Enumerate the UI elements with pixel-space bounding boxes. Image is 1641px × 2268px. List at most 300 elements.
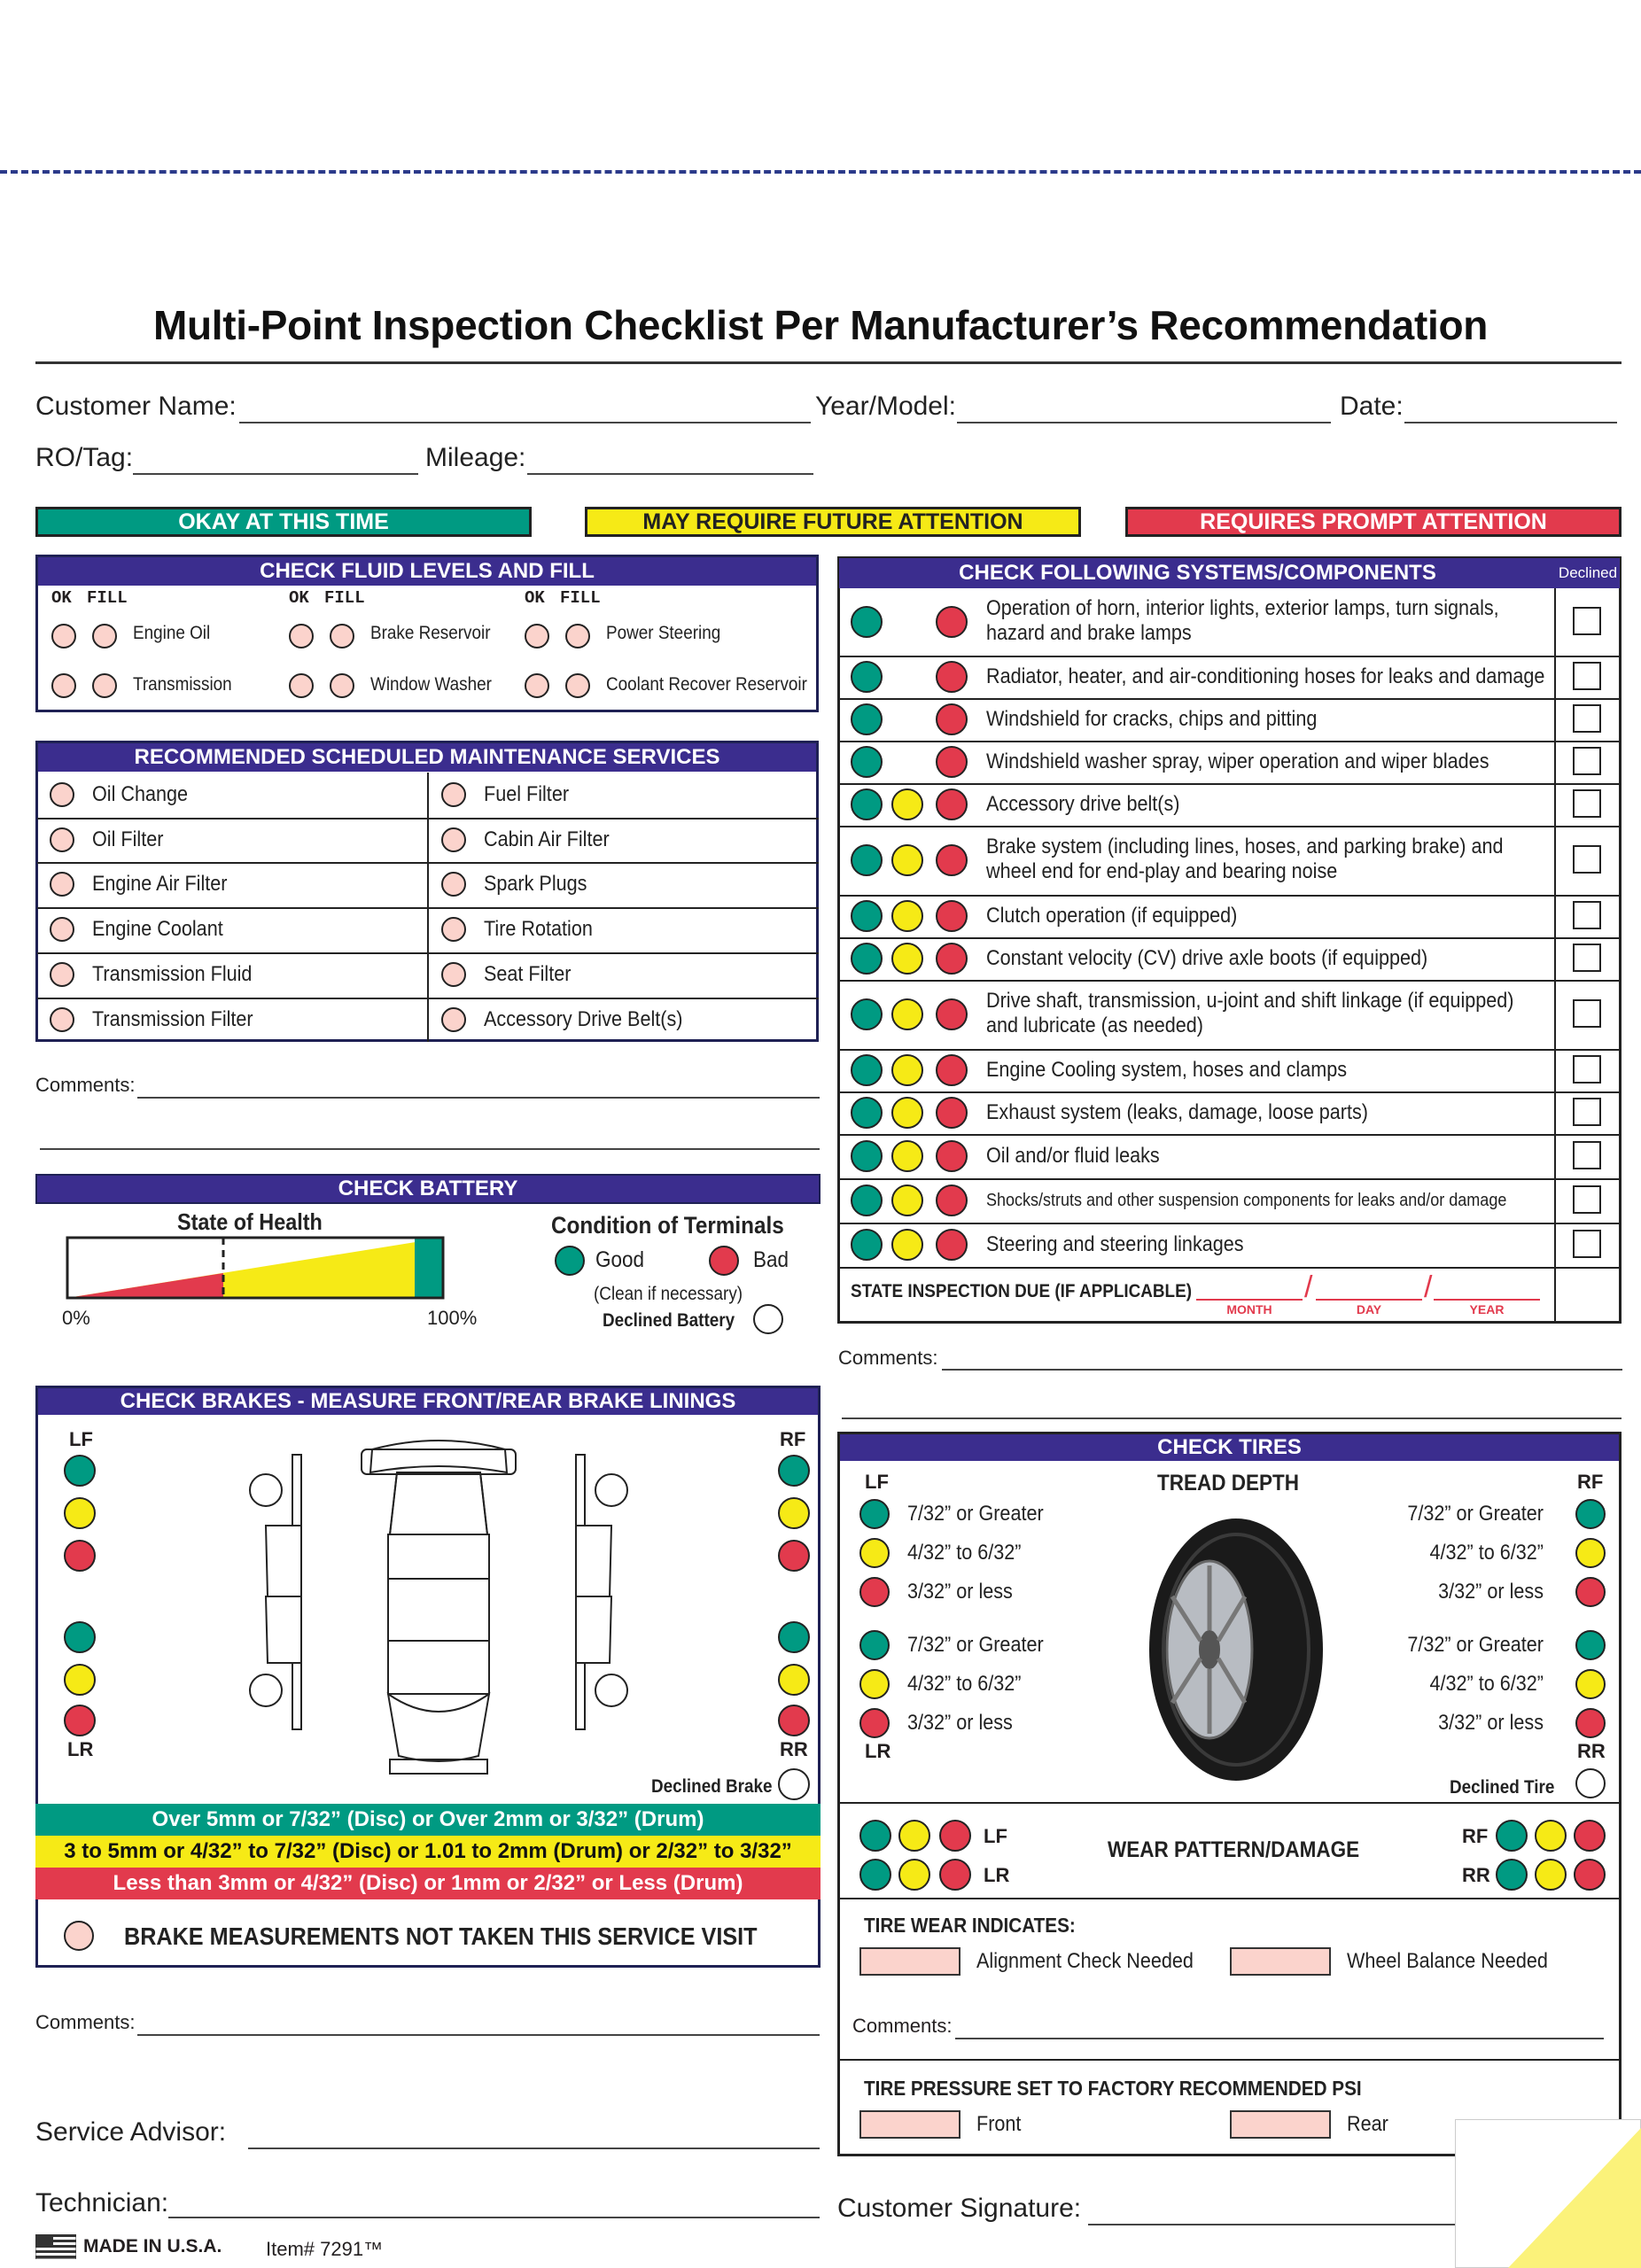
system-item-line1: Constant velocity (CV) drive axle boots (if equipped) — [986, 946, 1428, 970]
fluid-fill-check[interactable] — [330, 673, 354, 698]
brake-rf-label: RF — [780, 1428, 806, 1450]
system-ok-dot[interactable] — [851, 746, 883, 778]
state-year-field[interactable] — [1434, 1299, 1540, 1301]
ok-label: OK — [525, 588, 545, 608]
system-item-label — [986, 750, 1489, 774]
maint-item-label: Oil Change — [92, 782, 189, 806]
tires-divider-1 — [839, 1802, 1620, 1804]
state-month-label: MONTH — [1226, 1302, 1272, 1317]
comments-tires-label: Comments: — [852, 2015, 953, 2037]
system-row-line — [839, 1178, 1620, 1180]
fluid-item-label: Window Washer — [370, 674, 492, 695]
system-prompt-dot[interactable] — [936, 661, 968, 693]
tread-left-label: 3/32” or less — [907, 1711, 1013, 1735]
system-prompt-dot[interactable] — [936, 703, 968, 735]
comments-systems-label: Comments: — [838, 1347, 938, 1369]
tread-left-dot[interactable] — [859, 1669, 890, 1699]
system-item-line1: Shocks/struts and other suspension components for leaks and/or damage — [986, 1191, 1507, 1210]
not-taken-check[interactable] — [64, 1921, 94, 1951]
system-prompt-dot[interactable] — [936, 844, 968, 876]
fluid-ok-check[interactable] — [525, 624, 549, 649]
system-item-label — [986, 792, 1179, 817]
battery-gauge — [64, 1234, 450, 1305]
customer-signature-label: Customer Signature: — [837, 2194, 1082, 2223]
terminals-bad-dot[interactable] — [709, 1246, 739, 1276]
maint-row-line — [37, 952, 819, 954]
tread-right-label: 4/32” to 6/32” — [1429, 1672, 1544, 1696]
state-day-field[interactable] — [1316, 1299, 1422, 1301]
comments-systems-field-2[interactable] — [842, 1418, 1622, 1419]
band-red: Less than 3mm or 4/32” (Disc) or 1mm or 2/32” or Less (Drum) — [35, 1868, 820, 1899]
us-flag-icon — [35, 2234, 76, 2259]
systems-header: CHECK FOLLOWING SYSTEMS/COMPONENTS — [839, 558, 1556, 588]
system-item-label — [986, 707, 1317, 732]
tread-left-dot[interactable] — [859, 1630, 890, 1660]
brake-left-dot[interactable] — [64, 1705, 96, 1736]
maint-check[interactable] — [50, 1007, 74, 1032]
maint-item-label: Transmission Fluid — [92, 961, 253, 986]
system-row-line — [839, 895, 1620, 897]
system-row-line — [839, 1267, 1620, 1269]
maint-item-label: Tire Rotation — [484, 917, 593, 942]
year-model-label: Year/Model: — [815, 392, 956, 421]
system-item-label — [986, 835, 1504, 884]
tires-header: CHECK TIRES — [840, 1434, 1619, 1461]
tread-left-label: 4/32” to 6/32” — [907, 1672, 1022, 1696]
system-future-dot[interactable] — [891, 1140, 923, 1172]
rear-label: Rear — [1347, 2112, 1388, 2136]
system-item-line1: Radiator, heater, and air-conditioning hoses for leaks and damage — [986, 664, 1545, 688]
system-item-line1: Windshield washer spray, wiper operation and wiper blades — [986, 750, 1489, 773]
brake-right-dot[interactable] — [778, 1455, 810, 1487]
brake-right-dot[interactable] — [778, 1497, 810, 1529]
system-ok-dot[interactable] — [851, 1184, 883, 1216]
tire-lr-label: LR — [865, 1740, 891, 1762]
tire-pressure-label: TIRE PRESSURE SET TO FACTORY RECOMMENDED PSI — [864, 2077, 1362, 2100]
brake-right-dot[interactable] — [778, 1621, 810, 1653]
declined-brake-label: Declined Brake — [651, 1776, 773, 1797]
maint-item-label: Fuel Filter — [484, 782, 570, 806]
ro-tag-label: RO/Tag: — [35, 443, 134, 472]
technician-label: Technician: — [35, 2188, 169, 2218]
system-prompt-dot[interactable] — [936, 606, 968, 638]
system-prompt-dot[interactable] — [936, 1229, 968, 1261]
tread-right-label: 7/32” or Greater — [1407, 1633, 1544, 1657]
tread-left-label: 3/32” or less — [907, 1580, 1013, 1604]
not-taken-label: BRAKE MEASUREMENTS NOT TAKEN THIS SERVICE VISIT — [124, 1922, 758, 1950]
gauge-min: 0% — [62, 1307, 90, 1329]
system-row-line — [839, 1223, 1620, 1224]
fluid-fill-check[interactable] — [565, 624, 590, 649]
system-prompt-dot[interactable] — [936, 1054, 968, 1086]
system-row-line — [839, 783, 1620, 785]
alignment-label: Alignment Check Needed — [976, 1949, 1194, 1973]
brake-left-dot[interactable] — [64, 1455, 96, 1487]
system-item-label — [986, 904, 1237, 928]
declined-tire-check[interactable] — [1575, 1768, 1606, 1798]
system-future-dot[interactable] — [891, 1097, 923, 1129]
fluids-header: CHECK FLUID LEVELS AND FILL — [38, 557, 816, 586]
brake-left-dot[interactable] — [64, 1497, 96, 1529]
ro-tag-field[interactable] — [133, 473, 418, 475]
wear-lr-label: LR — [984, 1864, 1010, 1886]
system-future-dot[interactable] — [891, 943, 923, 975]
system-item-label — [986, 1188, 1506, 1213]
terminals-label: Condition of Terminals — [551, 1212, 784, 1239]
declined-checkbox[interactable] — [1573, 1055, 1601, 1084]
system-ok-dot[interactable] — [851, 1097, 883, 1129]
date-label: Date: — [1340, 392, 1404, 421]
tread-left-dot[interactable] — [859, 1577, 890, 1607]
system-prompt-dot[interactable] — [936, 1140, 968, 1172]
system-item-label — [986, 1058, 1347, 1083]
maint-item-label: Accessory Drive Belt(s) — [484, 1006, 683, 1031]
declined-checkbox[interactable] — [1573, 704, 1601, 733]
maint-item-label: Engine Coolant — [92, 917, 223, 942]
declined-checkbox[interactable] — [1573, 1185, 1601, 1214]
date-field[interactable] — [1404, 422, 1617, 423]
fluid-fill-check[interactable] — [92, 673, 117, 698]
item-number: Item# 7291™ — [266, 2238, 384, 2260]
maint-check[interactable] — [50, 782, 74, 807]
fluid-ok-check[interactable] — [51, 673, 76, 698]
declined-checkbox[interactable] — [1573, 901, 1601, 929]
tire-rf-label: RF — [1577, 1471, 1604, 1493]
system-row-line — [839, 826, 1620, 827]
system-item-line1: Clutch operation (if equipped) — [986, 904, 1238, 928]
maint-row-line — [37, 862, 819, 864]
tire-wear-indicates-label: TIRE WEAR INDICATES: — [864, 1914, 1076, 1937]
system-item-label — [986, 989, 1513, 1038]
wear-left-prompt-dot[interactable] — [939, 1859, 971, 1891]
system-row-line — [839, 980, 1620, 982]
system-row-line — [839, 1134, 1620, 1136]
brake-left-dot[interactable] — [64, 1540, 96, 1572]
legend-prompt: REQUIRES PROMPT ATTENTION — [1125, 507, 1622, 537]
maint-row-line — [37, 998, 819, 999]
declined-checkbox[interactable] — [1573, 747, 1601, 775]
system-item-label — [986, 596, 1499, 646]
tread-right-dot[interactable] — [1575, 1630, 1606, 1660]
maint-item-label: Oil Filter — [92, 827, 164, 851]
tread-left-label: 7/32” or Greater — [907, 1502, 1044, 1526]
fluid-ok-check[interactable] — [51, 624, 76, 649]
balance-check-box[interactable] — [1230, 1947, 1331, 1976]
alignment-check-box[interactable] — [859, 1947, 960, 1976]
system-ok-dot[interactable] — [851, 703, 883, 735]
maint-item-label: Transmission Filter — [92, 1006, 253, 1031]
fluid-fill-check[interactable] — [565, 673, 590, 698]
system-item-line1: Drive shaft, transmission, u-joint and shift linkage (if equipped) — [986, 989, 1514, 1013]
tire-lf-label: LF — [865, 1471, 889, 1493]
system-ok-dot[interactable] — [851, 606, 883, 638]
fill-label: FILL — [87, 588, 128, 608]
service-advisor-label: Service Advisor: — [35, 2117, 227, 2147]
terminals-good-dot[interactable] — [555, 1246, 585, 1276]
system-item-line1: Steering and steering linkages — [986, 1232, 1244, 1256]
brake-right-dot[interactable] — [778, 1664, 810, 1696]
system-ok-dot[interactable] — [851, 900, 883, 932]
comments-label: Comments: — [35, 1074, 136, 1096]
legend-future: MAY REQUIRE FUTURE ATTENTION — [585, 507, 1081, 537]
maint-check[interactable] — [441, 1007, 466, 1032]
legend-okay: OKAY AT THIS TIME — [35, 507, 532, 537]
system-ok-dot[interactable] — [851, 1054, 883, 1086]
maint-check[interactable] — [441, 782, 466, 807]
system-ok-dot[interactable] — [851, 844, 883, 876]
declined-checkbox[interactable] — [1573, 607, 1601, 635]
brakes-header: CHECK BRAKES - MEASURE FRONT/REAR BRAKE LININGS — [38, 1388, 818, 1415]
fluid-item-label: Engine Oil — [133, 623, 211, 643]
brake-right-dot[interactable] — [778, 1540, 810, 1572]
system-ok-dot[interactable] — [851, 998, 883, 1030]
system-row-line — [839, 937, 1620, 939]
maint-item-label: Cabin Air Filter — [484, 827, 610, 851]
maint-row-line — [37, 818, 819, 819]
tread-left-dot[interactable] — [859, 1708, 890, 1738]
wear-left-ok-dot[interactable] — [859, 1820, 891, 1852]
system-row-line — [839, 656, 1620, 657]
brake-left-dot[interactable] — [64, 1664, 96, 1696]
page-curl — [1455, 2119, 1641, 2268]
system-item-line1: Engine Cooling system, hoses and clamps — [986, 1058, 1348, 1082]
state-inspection-label: STATE INSPECTION DUE (IF APPLICABLE) — [851, 1281, 1193, 1301]
maint-row-line — [37, 907, 819, 909]
tire-hub — [1199, 1630, 1220, 1669]
state-day-label: DAY — [1356, 1302, 1382, 1317]
system-prompt-dot[interactable] — [936, 943, 968, 975]
system-prompt-dot[interactable] — [936, 746, 968, 778]
tread-right-label: 3/32” or less — [1438, 1711, 1544, 1735]
front-label: Front — [976, 2112, 1022, 2136]
fluid-ok-check[interactable] — [289, 624, 314, 649]
tire-rr-label: RR — [1577, 1740, 1606, 1762]
tread-left-dot[interactable] — [859, 1499, 890, 1529]
customer-name-label: Customer Name: — [35, 392, 237, 421]
gauge-max: 100% — [427, 1307, 478, 1329]
wear-right-ok-dot[interactable] — [1496, 1820, 1528, 1852]
declined-column-header: Declined — [1556, 558, 1620, 588]
maint-check[interactable] — [441, 827, 466, 852]
front-pressure-box[interactable] — [859, 2110, 960, 2139]
car-diagram — [239, 1437, 638, 1783]
brake-lr-label: LR — [67, 1738, 94, 1760]
tread-right-label: 4/32” to 6/32” — [1429, 1541, 1544, 1565]
title-rule — [35, 361, 1622, 364]
ok-label: OK — [51, 588, 72, 608]
wear-lf-label: LF — [984, 1825, 1007, 1847]
system-row-line — [839, 698, 1620, 700]
system-future-dot[interactable] — [891, 844, 923, 876]
system-ok-dot[interactable] — [851, 661, 883, 693]
tread-right-label: 3/32” or less — [1438, 1580, 1544, 1604]
battery-header: CHECK BATTERY — [35, 1174, 820, 1204]
brake-left-dot[interactable] — [64, 1621, 96, 1653]
system-item-line1: Operation of horn, interior lights, exterior lamps, turn signals, — [986, 596, 1499, 620]
maint-check[interactable] — [50, 827, 74, 852]
tires-divider-2 — [839, 1898, 1620, 1899]
brake-lf-label: LF — [69, 1428, 93, 1450]
made-in-usa: MADE IN U.S.A. — [83, 2236, 222, 2256]
terminals-clean-note: (Clean if necessary) — [594, 1284, 743, 1304]
brake-right-dot[interactable] — [778, 1705, 810, 1736]
rear-pressure-box[interactable] — [1230, 2110, 1331, 2139]
date-slash: / — [1424, 1270, 1433, 1304]
maint-item-label: Spark Plugs — [484, 872, 587, 897]
system-future-dot[interactable] — [891, 1229, 923, 1261]
year-model-field[interactable] — [957, 422, 1331, 423]
band-yellow: 3 to 5mm or 4/32” to 7/32” (Disc) or 1.01 to 2mm (Drum) or 2/32” to 3/32” — [35, 1836, 820, 1868]
declined-checkbox[interactable] — [1573, 662, 1601, 690]
band-green: Over 5mm or 7/32” (Disc) or Over 2mm or 3/32” (Drum) — [35, 1804, 820, 1836]
tread-right-dot[interactable] — [1575, 1669, 1606, 1699]
system-row-line — [839, 741, 1620, 742]
system-item-line1: Oil and/or fluid leaks — [986, 1144, 1160, 1168]
system-item-label — [986, 1232, 1244, 1257]
system-ok-dot[interactable] — [851, 1140, 883, 1172]
wear-right-prompt-dot[interactable] — [1574, 1859, 1606, 1891]
fluid-item-label: Brake Reservoir — [370, 623, 491, 643]
declined-checkbox[interactable] — [1573, 944, 1601, 972]
wear-left-prompt-dot[interactable] — [939, 1820, 971, 1852]
state-month-field[interactable] — [1196, 1299, 1303, 1301]
comments-tires-field[interactable] — [955, 2038, 1604, 2039]
date-slash: / — [1304, 1270, 1313, 1304]
tire-image — [1147, 1517, 1325, 1783]
fill-label: FILL — [324, 588, 365, 608]
fluid-fill-check[interactable] — [92, 624, 117, 649]
system-item-line2: wheel end for end-play and bearing noise — [986, 859, 1338, 883]
system-prompt-dot[interactable] — [936, 1097, 968, 1129]
comments-systems-field[interactable] — [942, 1369, 1622, 1371]
gauge-yellow — [67, 1238, 443, 1298]
ok-label: OK — [289, 588, 309, 608]
page-title: Multi-Point Inspection Checklist Per Manufacturer’s Recommendation — [152, 302, 1489, 348]
wear-right-future-dot[interactable] — [1535, 1859, 1567, 1891]
maint-item-label: Engine Air Filter — [92, 872, 228, 897]
tires-divider-3 — [839, 2059, 1620, 2061]
tread-left-label: 7/32” or Greater — [907, 1633, 1044, 1657]
system-ok-dot[interactable] — [851, 1229, 883, 1261]
system-future-dot[interactable] — [891, 900, 923, 932]
technician-field[interactable] — [168, 2217, 820, 2218]
wear-left-future-dot[interactable] — [898, 1859, 930, 1891]
tread-left-label: 4/32” to 6/32” — [907, 1541, 1022, 1565]
fluid-fill-check[interactable] — [330, 624, 354, 649]
system-ok-dot[interactable] — [851, 788, 883, 820]
battery-state-label: State of Health — [177, 1208, 323, 1235]
tear-line — [0, 170, 1641, 174]
fluid-ok-check[interactable] — [525, 673, 549, 698]
fluid-ok-check[interactable] — [289, 673, 314, 698]
system-prompt-dot[interactable] — [936, 900, 968, 932]
tread-depth-label: TREAD DEPTH — [1157, 1471, 1300, 1495]
system-item-label — [986, 664, 1544, 689]
declined-checkbox[interactable] — [1573, 999, 1601, 1028]
maint-check[interactable] — [50, 962, 74, 987]
system-row-line — [839, 1091, 1620, 1093]
system-prompt-dot[interactable] — [936, 998, 968, 1030]
fill-label: FILL — [560, 588, 601, 608]
system-item-line2: and lubricate (as needed) — [986, 1014, 1203, 1037]
system-item-line1: Exhaust system (leaks, damage, loose parts) — [986, 1100, 1368, 1124]
customer-signature-field[interactable] — [1088, 2224, 1460, 2225]
system-future-dot[interactable] — [891, 1054, 923, 1086]
maint-check[interactable] — [441, 917, 466, 942]
gauge-green — [415, 1238, 443, 1298]
comments-brakes-field[interactable] — [137, 2034, 820, 2036]
tread-right-dot[interactable] — [1575, 1708, 1606, 1738]
system-item-line2: hazard and brake lamps — [986, 621, 1192, 645]
terminals-good-label: Good — [595, 1247, 645, 1272]
system-future-dot[interactable] — [891, 788, 923, 820]
comments-field[interactable] — [137, 1097, 820, 1099]
declined-checkbox[interactable] — [1573, 789, 1601, 818]
tread-right-dot[interactable] — [1575, 1499, 1606, 1529]
system-future-dot[interactable] — [891, 1184, 923, 1216]
comments-field-2[interactable] — [40, 1148, 820, 1150]
system-prompt-dot[interactable] — [936, 1184, 968, 1216]
comments-brakes-label: Comments: — [35, 2011, 136, 2033]
tread-right-dot[interactable] — [1575, 1577, 1606, 1607]
system-item-label — [986, 1144, 1160, 1169]
service-advisor-field[interactable] — [248, 2148, 820, 2149]
wear-left-future-dot[interactable] — [898, 1820, 930, 1852]
system-item-line1: Accessory drive belt(s) — [986, 792, 1180, 816]
declined-checkbox[interactable] — [1573, 845, 1601, 874]
brake-rr-label: RR — [780, 1738, 808, 1760]
system-ok-dot[interactable] — [851, 943, 883, 975]
wear-right-prompt-dot[interactable] — [1574, 1820, 1606, 1852]
maintenance-header: RECOMMENDED SCHEDULED MAINTENANCE SERVICES — [38, 743, 816, 772]
mileage-label: Mileage: — [425, 443, 526, 472]
wear-rf-label: RF — [1462, 1825, 1489, 1847]
declined-battery-label: Declined Battery — [603, 1310, 735, 1331]
fluid-item-label: Power Steering — [606, 623, 721, 643]
fluid-item-label: Transmission — [133, 674, 232, 695]
customer-name-field[interactable] — [239, 422, 811, 423]
system-row-line — [839, 1049, 1620, 1051]
declined-checkbox[interactable] — [1573, 1098, 1601, 1126]
terminals-bad-label: Bad — [753, 1247, 789, 1272]
mileage-field[interactable] — [527, 473, 813, 475]
system-item-label — [986, 946, 1427, 971]
wear-right-ok-dot[interactable] — [1496, 1859, 1528, 1891]
system-item-line1: Windshield for cracks, chips and pitting — [986, 707, 1318, 731]
declined-checkbox[interactable] — [1573, 1141, 1601, 1169]
tread-right-dot[interactable] — [1575, 1538, 1606, 1568]
declined-brake-check[interactable] — [778, 1768, 810, 1800]
wear-right-future-dot[interactable] — [1535, 1820, 1567, 1852]
wear-rr-label: RR — [1462, 1864, 1490, 1886]
state-year-label: YEAR — [1469, 1302, 1505, 1317]
wear-pattern-label: WEAR PATTERN/DAMAGE — [1108, 1837, 1360, 1862]
system-prompt-dot[interactable] — [936, 788, 968, 820]
declined-checkbox[interactable] — [1573, 1230, 1601, 1258]
tread-right-label: 7/32” or Greater — [1407, 1502, 1544, 1526]
declined-battery-check[interactable] — [753, 1304, 783, 1334]
maint-check[interactable] — [441, 962, 466, 987]
system-item-label — [986, 1100, 1368, 1125]
maint-check[interactable] — [50, 917, 74, 942]
system-future-dot[interactable] — [891, 998, 923, 1030]
system-item-line1: Brake system (including lines, hoses, and parking brake) and — [986, 835, 1504, 858]
wear-left-ok-dot[interactable] — [859, 1859, 891, 1891]
declined-tire-label: Declined Tire — [1450, 1777, 1555, 1798]
maint-item-label: Seat Filter — [484, 961, 572, 986]
tread-left-dot[interactable] — [859, 1538, 890, 1568]
fluid-item-label: Coolant Recover Reservoir — [606, 674, 807, 695]
